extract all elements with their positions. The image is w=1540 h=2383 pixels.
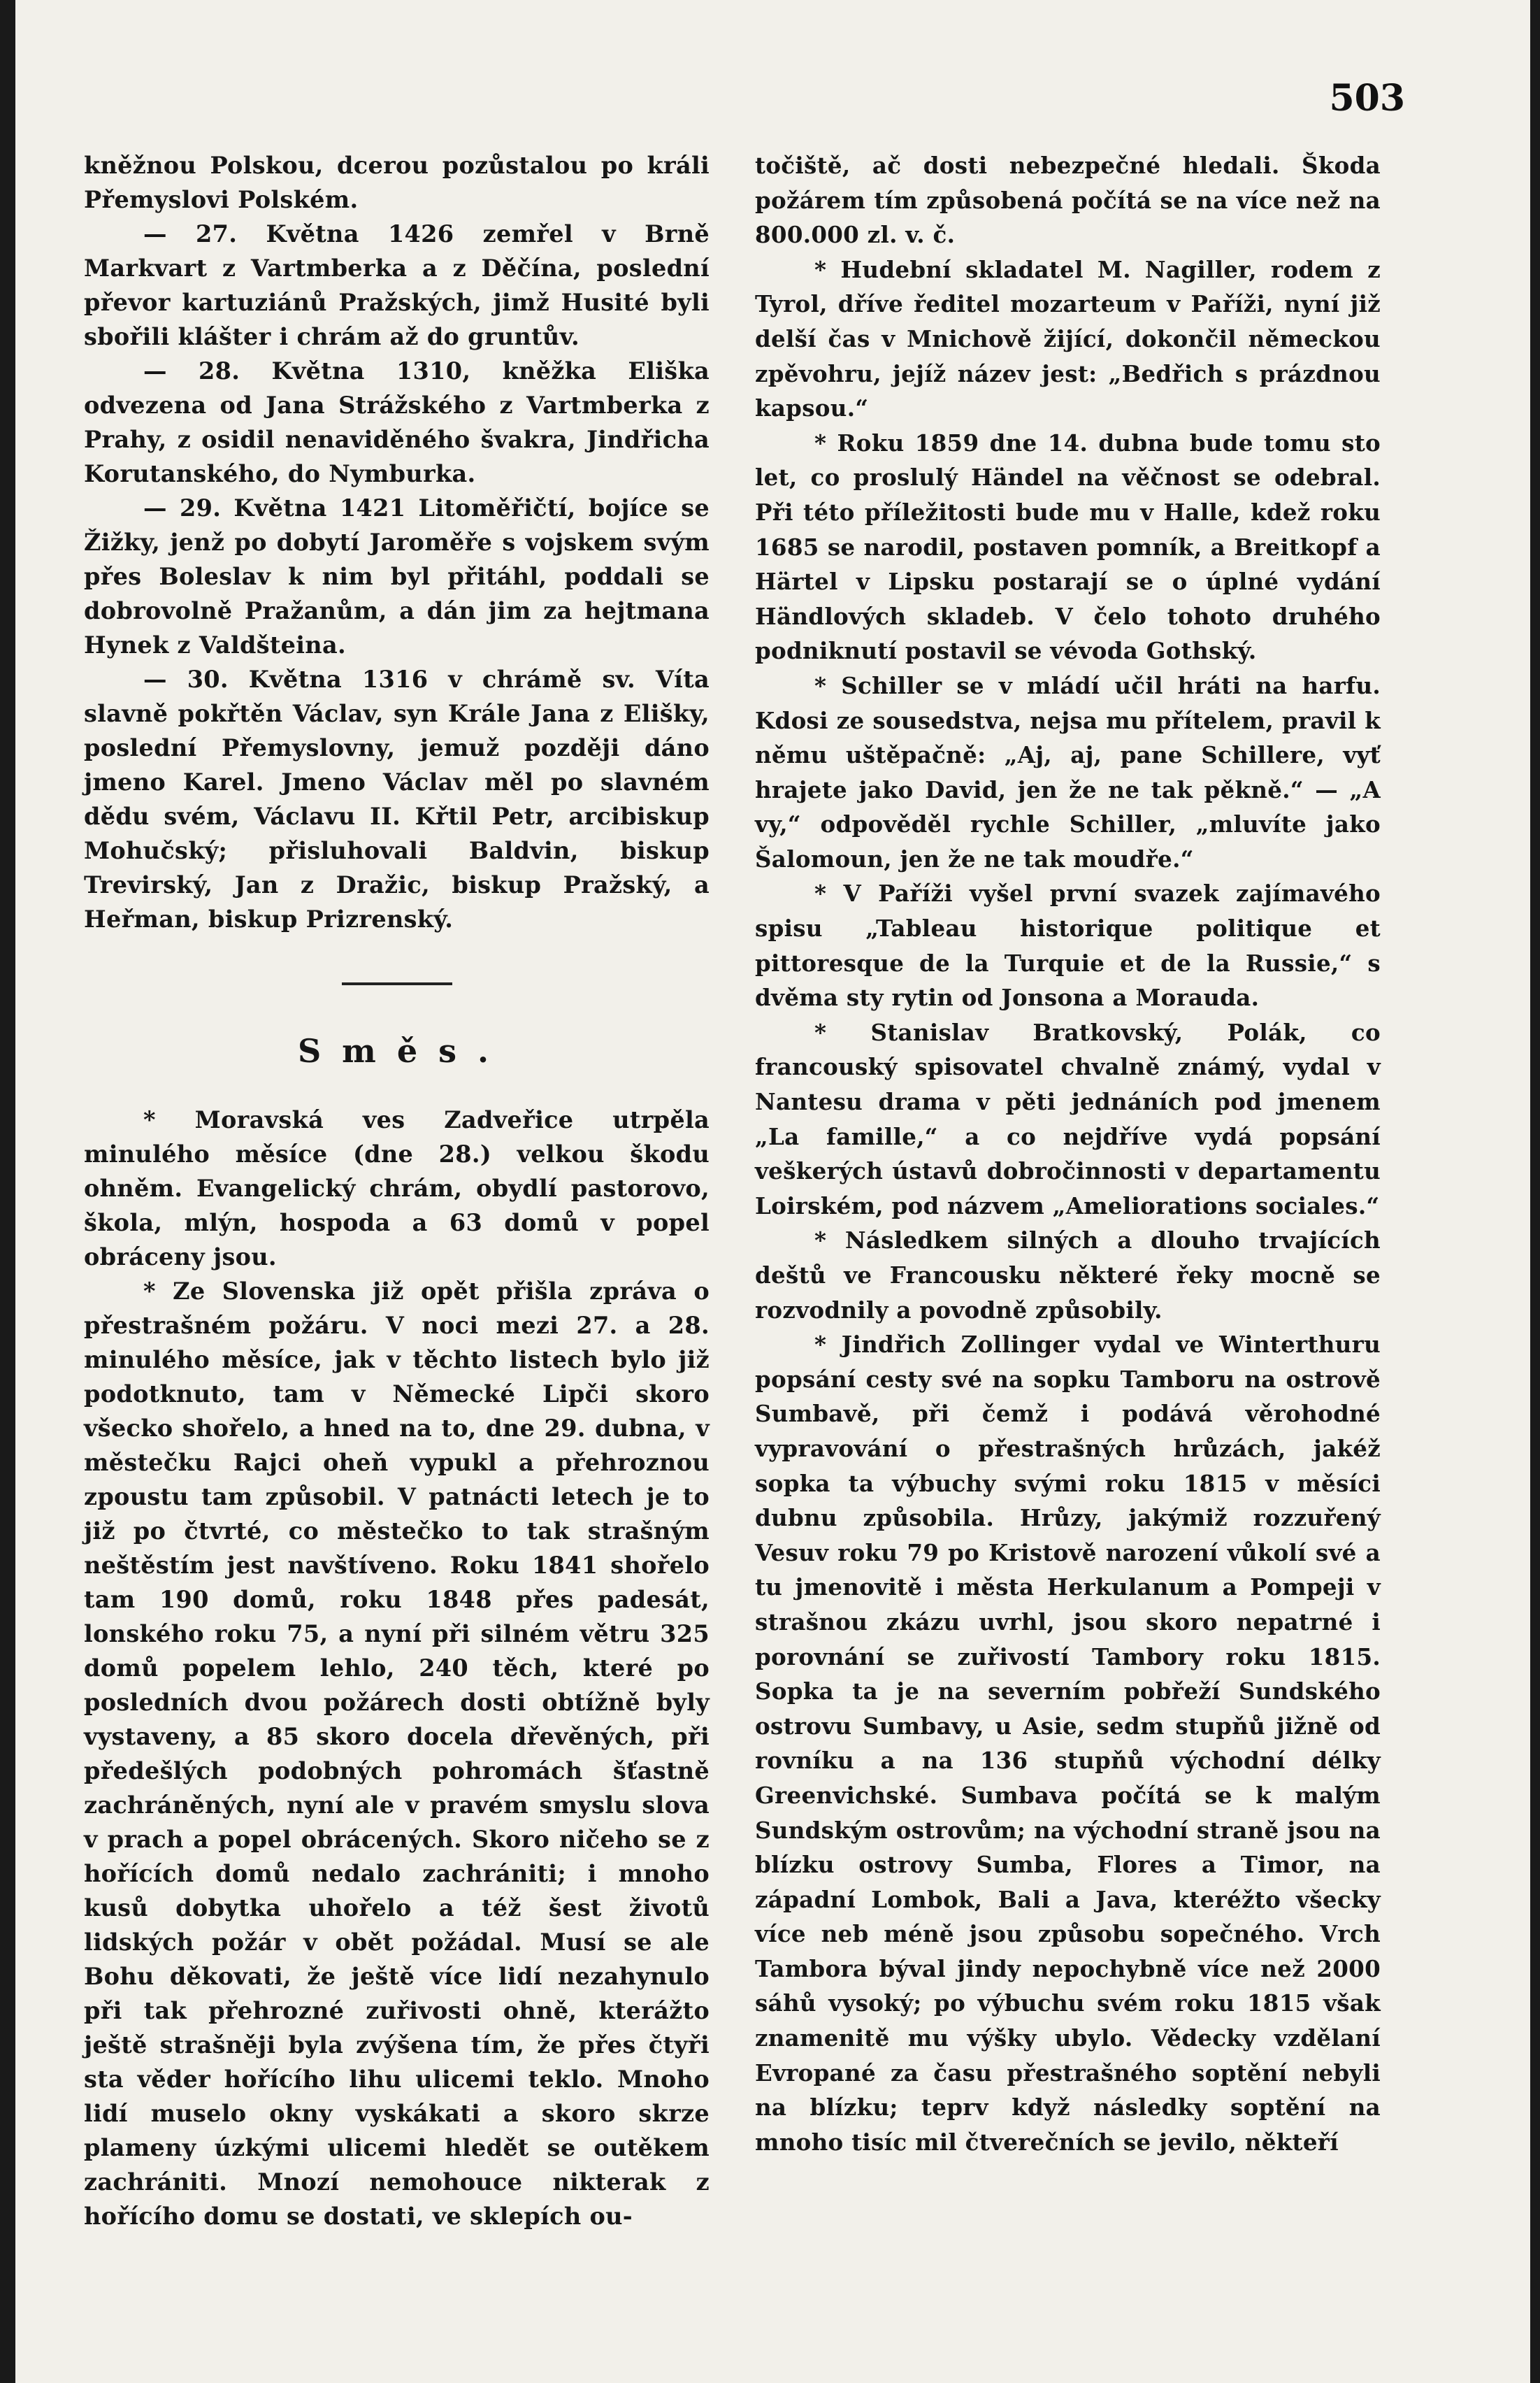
paragraph: * Roku 1859 dne 14. dubna bude tomu sto let, co proslulý Händel na věčnost se odebral. Při této příležitosti bude mu v Halle, kdež roku 1685 se narodil, postaven pomník, a Breitkopf a Härtel v Lipsku postarají se o úplné vydání Händlových skladeb. V čelo tohoto druhého podniknutí postavil se vévoda Gothský. (755, 429, 1381, 665)
paragraph: * Hudební skladatel M. Nagiller, rodem z Tyrol, dříve ředitel mozarteum v Paříži, nyní již delší čas v Mnichově žijící, dokončil německou zpěvohru, jejíž název jest: „Bedřich s prázdnou kapsou.“ (755, 255, 1381, 422)
paragraph: * V Paříži vyšel první svazek zajímavého spisu „Tableau historique politique et pittoresque de la Turquie et de la Russie,“ s dvěma sty rytin od Jonsona a Morauda. (755, 880, 1381, 1012)
paragraph: * Ze Slovenska již opět přišla zpráva o přestrašném požáru. V noci mezi 27. a 28. minulého měsíce, jak v těchto listech bylo již podotknuto, tam v Německé Lipči skoro všecko shořelo, a hned na to, dne 29. dubna, v městečku Rajci oheň vypukl a přehroznou zpoustu tam způsobil. V patnácti letech je to již po čtvrté, co městečko to tak strašným neštěstím jest navštíveno. Roku 1841 shořelo tam 190 domů, roku 1848 přes padesát, lonského roku 75, a nyní při silném větru 325 domů popelem lehlo, 240 těch, které po posledních dvou požárech dosti obtížně byly vystaveny, a 85 skoro docela dřevěných, při předešlých podobných pohromách šťastně zachráněných, nyní ale v pravém smyslu slova v prach a popel obrácených. Skoro ničeho se z hořících domů nedalo zachrániti; i mnoho kusů dobytka uhořelo a též šest životů lidských požár v obět požádal. Musí se ale Bohu děkovati, že ještě více lidí nezahynulo při tak přehrozné zuřivosti ohně, kterážto ještě strašněji byla zvýšena tím, že přes čtyři sta věder hořícího lihu ulicemi teklo. Mnoho lidí muselo okny vyskákati a skoro skrze plameny úzkými ulicemi hledět se outěkem zachrániti. Mnozí nemohouce nikterak z hořícího domu se dostati, ve sklepích ou- (84, 1278, 710, 2230)
scan-border-left (0, 0, 15, 2383)
page-number: 503 (1329, 77, 1405, 120)
paragraph: * Schiller se v mládí učil hráti na harfu. Kdosi ze sousedstva, nejsa mu přítelem, pravil k němu uštěpačně: „Aj, aj, pane Schillere, vyť hrajete jako David, jen že ne tak pěkně.“ — „A vy,“ odpověděl rychle Schiller, „mluvíte jako Šalomoun, jen že ne tak moudře.“ (755, 671, 1381, 873)
paragraph: * Stanislav Bratkovský, Polák, co francouský spisovatel chvalně známý, vydal v Nantesu drama v pěti jednáních pod jmenem „La famille,“ a co nejdříve vydá popsání veškerých ústavů dobročinnosti v departamentu Loirském, pod názvem „Ameliorations sociales.“ (755, 1018, 1381, 1219)
section-heading: Směs. (297, 1032, 510, 1070)
scan-border-right (1530, 0, 1540, 2383)
paragraph: — 27. Května 1426 zemřel v Brně Markvart z Vartmberka a z Děčína, poslední převor kartuziánů Pražských, jimž Husité byli sbořili klášter i chrám až do gruntův. (84, 220, 710, 350)
paragraph: * Následkem silných a dlouho trvajících deštů ve Francousku některé řeky mocně se rozvodnily a povodně způsobily. (755, 1226, 1381, 1324)
paragraph: kněžnou Polskou, dcerou pozůstalou po králi Přemyslovi Polském. (84, 152, 710, 213)
left-column (84, 148, 710, 2233)
paragraph: — 28. Května 1310, kněžka Eliška odvezena od Jana Strážského z Vartmberka z Prahy, z osidil nenaviděného švakra, Jindřicha Korutanského, do Nymburka. (84, 357, 710, 487)
section-divider (342, 982, 452, 985)
paragraph: točiště, ač dosti nebezpečné hledali. Škoda požárem tím způsobená počítá se na více než na 800.000 zl. v. č. (755, 152, 1381, 249)
paragraph: * Moravská ves Zadveřice utrpěla minulého měsíce (dne 28.) velkou škodu ohněm. Evangelický chrám, obydlí pastorovo, škola, mlýn, hospoda a 63 domů v popel obráceny jsou. (84, 1106, 710, 1271)
right-column (755, 148, 1381, 2159)
paragraph: — 29. Května 1421 Litoměřičtí, bojíce se Žižky, jenž po dobytí Jaroměře s vojskem svým přes Boleslav k nim byl přitáhl, poddali se dobrovolně Pražanům, a dán jim za hejtmana Hynek z Valdšteina. (84, 494, 710, 659)
paragraph: — 30. Května 1316 v chrámě sv. Víta slavně pokřtěn Václav, syn Krále Jana z Elišky, poslední Přemyslovny, jemuž později dáno jmeno Karel. Jmeno Václav měl po slavném dědu svém, Václavu II. Křtil Petr, arcibiskup Mohučský; přisluhovali Baldvin, biskup Trevirský, Jan z Dražic, biskup Pražský, a Heřman, biskup Prizrenský. (84, 666, 710, 933)
paragraph: * Jindřich Zollinger vydal ve Winterthuru popsání cesty své na sopku Tamboru na ostrově Sumbavě, při čemž i podává věrohodné vypravování o přestrašných hrůzách, jakéž sopka ta výbuchy svými roku 1815 v měsíci dubnu způsobila. Hrůzy, jakýmiž rozzuřený Vesuv roku 79 po Kristově narození vůkolí své a tu jmenovitě i města Herkulanum a Pompeji v strašnou zkázu uvrhl, jsou skoro nepatrné i porovnání se zuřivostí Tambory roku 1815. Sopka ta je na severním pobřeží Sundského ostrovu Sumbavy, u Asie, sedm stupňů jižně od rovníku a na 136 stupňů východní délky Greenvichské. Sumbava počítá se k malým Sundským ostrovům; na východní straně jsou na blízku ostrovy Sumba, Flores a Timor, na západní Lombok, Bali a Java, kteréžto všecky více neb méně jsou způsobu sopečného. Vrch Tambora býval jindy nepochybně více než 2000 sáhů vysoký; po výbuchu svém roku 1815 však znamenitě mu výšky ubylo. Vědecky vzdělaní Evropané za času přestrašného soptění nebyli na blízku; teprv když následky soptění na mnoho tisíc mil čtverečních se jevilo, někteří (755, 1331, 1381, 2156)
